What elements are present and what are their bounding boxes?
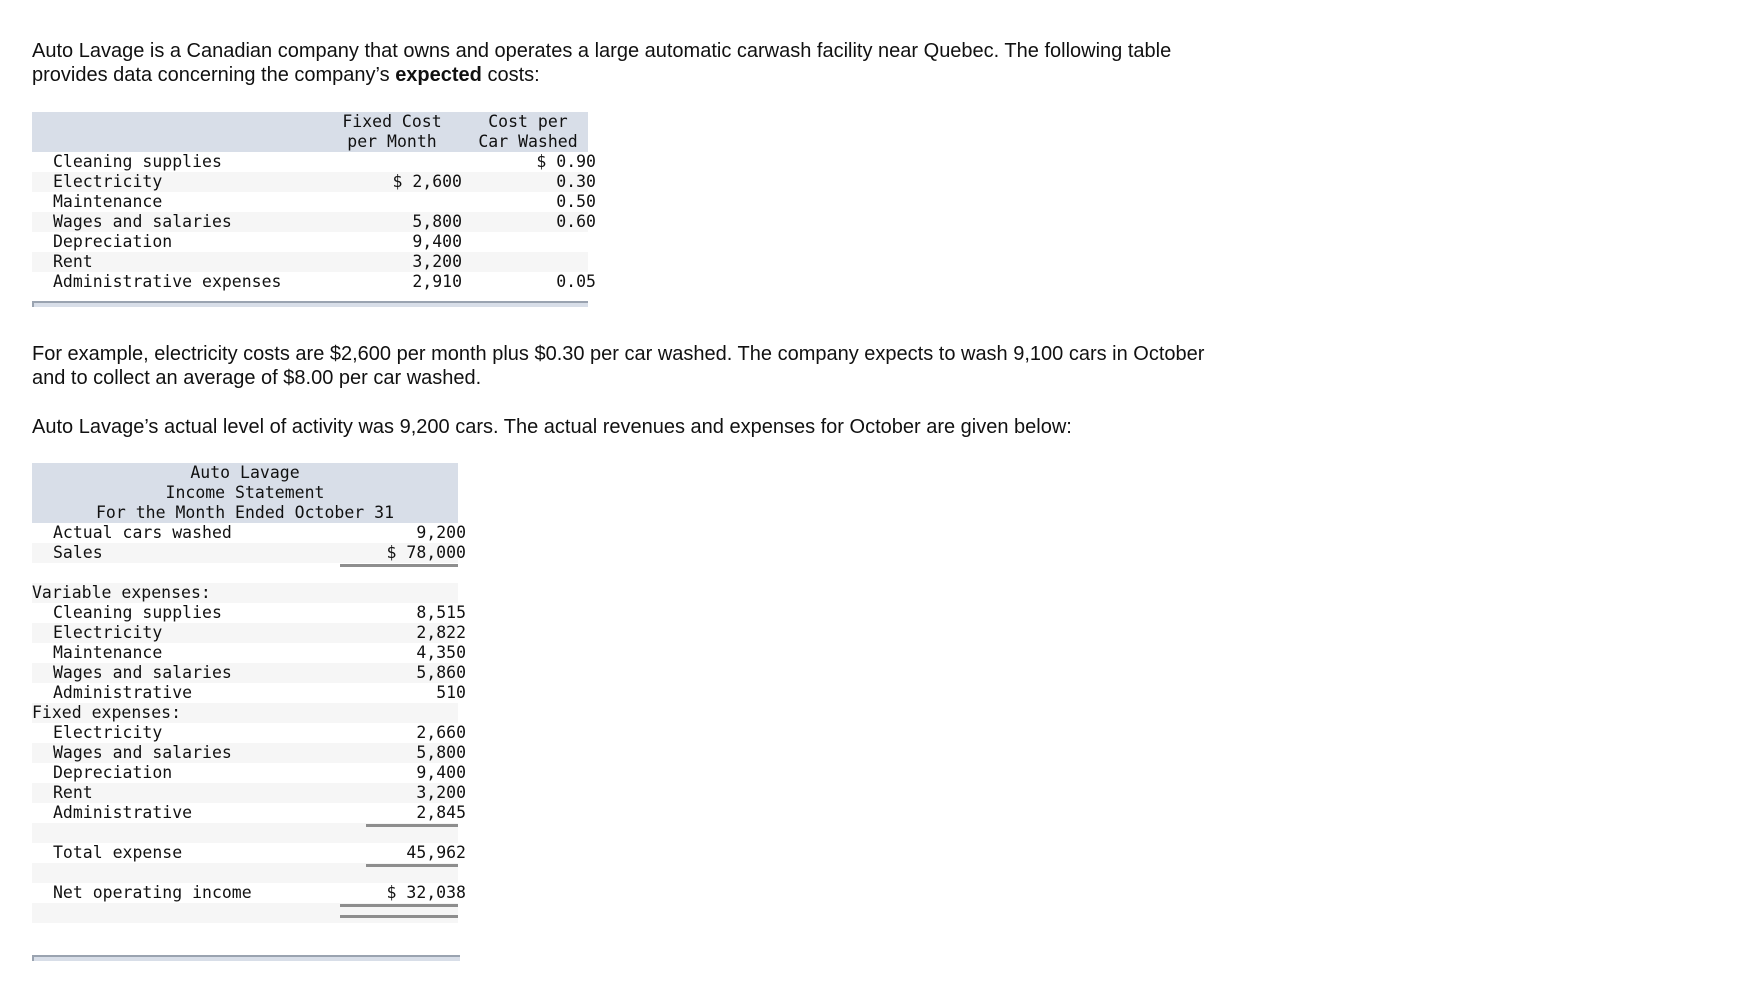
cost-row-variable: $ 0.90 (536, 152, 596, 171)
fixed-expenses-heading (32, 703, 458, 723)
cost-row (32, 212, 596, 232)
fixed-expense-row (32, 743, 466, 763)
variable-expense-row (32, 683, 466, 703)
fixed-expense-row (32, 763, 466, 783)
sales-row (32, 543, 466, 563)
income-statement-table (32, 463, 466, 943)
total-underline (366, 864, 458, 867)
statement-row-label: Wages and salaries (53, 743, 232, 762)
cost-row-variable: 0.60 (556, 212, 596, 231)
statement-row-value: 5,860 (416, 663, 466, 682)
expenses-underline (366, 824, 458, 827)
statement-row-value: 45,962 (406, 843, 466, 862)
net-income-double-underline-top (340, 904, 458, 907)
actual-cars-row (32, 523, 466, 543)
statement-row-label: Net operating income (53, 883, 252, 902)
statement-row-value: 5,800 (416, 743, 466, 762)
cost-row (32, 232, 588, 252)
cost-row-label: Electricity (53, 172, 163, 191)
spacer-row (32, 823, 458, 843)
cost-row-fixed: 3,200 (412, 252, 462, 271)
statement-row-label: Wages and salaries (53, 663, 232, 682)
statement-row-label: Fixed expenses: (32, 703, 182, 722)
statement-row-label: Total expense (53, 843, 183, 862)
fixed-expense-row (32, 803, 466, 823)
cost-table-body (32, 152, 596, 292)
cost-row-variable: 0.05 (556, 272, 596, 291)
variable-expenses-heading (32, 583, 458, 603)
statement-row-label: Actual cars washed (53, 523, 232, 542)
statement-row-value: 510 (436, 683, 466, 702)
statement-row-label: Cleaning supplies (53, 603, 222, 622)
cost-row-label: Depreciation (53, 232, 173, 251)
spacer-row (32, 863, 458, 883)
actual-activity-note: Auto Lavage’s actual level of activity was 9,200 cars. The actual revenues and expenses for October are given below: (32, 416, 1072, 438)
spacer-row (32, 923, 458, 943)
cost-table-footer-bar (32, 301, 588, 307)
header-fixed-cost: Fixed Cost per Month (342, 112, 442, 151)
statement-row-value: 9,400 (416, 763, 466, 782)
income-statement-footer-bar (32, 955, 460, 961)
statement-row-label: Administrative (53, 683, 193, 702)
example-paragraph (32, 342, 1204, 390)
statement-period: For the Month Ended October 31 (95, 503, 394, 522)
statement-row-label: Electricity (53, 623, 163, 642)
statement-row-label: Variable expenses: (32, 583, 211, 602)
statement-title: Income Statement (165, 483, 325, 502)
cost-row-label: Cleaning supplies (53, 152, 222, 171)
statement-row-value: 3,200 (416, 783, 466, 802)
cost-row (32, 192, 596, 212)
spacer-row (32, 563, 458, 583)
cost-row-label: Rent (53, 252, 93, 271)
statement-row-label: Maintenance (53, 643, 163, 662)
header-cost-per-car: Cost per Car Washed (478, 112, 578, 151)
cost-row-variable: 0.30 (556, 172, 596, 191)
total-expense-row (32, 843, 466, 863)
income-statement-body (32, 523, 466, 943)
statement-row-label: Rent (53, 783, 93, 802)
intro-expected-bold: expected (395, 64, 482, 86)
net-income-double-underline-bottom (340, 915, 458, 918)
sales-underline (340, 564, 458, 567)
example-line-1: For example, electricity costs are $2,600 per month plus $0.30 per car washed. The company expects to wash 9,100 cars in October (32, 343, 1205, 365)
fixed-expense-row (32, 723, 466, 743)
variable-expense-row (32, 623, 466, 643)
statement-row-label: Electricity (53, 723, 163, 742)
cost-row-fixed: $ 2,600 (392, 172, 462, 191)
variable-expense-row (32, 603, 466, 623)
example-line-2: and to collect an average of $8.00 per car washed. (32, 367, 482, 389)
statement-row-value: 4,350 (416, 643, 466, 662)
net-income-row (32, 883, 466, 903)
intro-line-2-end: costs: (481, 64, 540, 86)
income-statement-header (32, 463, 458, 523)
statement-company-name: Auto Lavage (190, 463, 300, 482)
variable-expense-row (32, 643, 466, 663)
statement-row-value: $ 78,000 (386, 543, 466, 562)
intro-line-2-start: provides data concerning the company’s (32, 64, 396, 86)
intro-paragraph (32, 39, 1171, 87)
statement-row-value: 2,660 (416, 723, 466, 742)
cost-row-fixed: 9,400 (412, 232, 462, 251)
cost-row-label: Wages and salaries (53, 212, 232, 231)
statement-row-value: 9,200 (416, 523, 466, 542)
statement-row-label: Depreciation (53, 763, 173, 782)
intro-line-1: Auto Lavage is a Canadian company that owns and operates a large automatic carwash facility near Quebec. The following table (32, 40, 1172, 62)
cost-row (32, 152, 596, 172)
spacer-row (32, 903, 458, 923)
variable-expense-row (32, 663, 466, 683)
expected-cost-table (32, 112, 596, 292)
statement-row-label: Sales (53, 543, 103, 562)
cost-row-fixed: 5,800 (412, 212, 462, 231)
cost-row-label: Administrative expenses (53, 272, 282, 291)
statement-row-value: $ 32,038 (386, 883, 466, 902)
cost-table-header (32, 112, 588, 152)
cost-row (32, 252, 588, 272)
cost-row-variable: 0.50 (556, 192, 596, 211)
statement-row-value: 8,515 (416, 603, 466, 622)
cost-row (32, 272, 596, 292)
statement-row-label: Administrative (53, 803, 193, 822)
cost-row-label: Maintenance (53, 192, 163, 211)
statement-row-value: 2,845 (416, 803, 466, 822)
cost-row-fixed: 2,910 (412, 272, 462, 291)
statement-row-value: 2,822 (416, 623, 466, 642)
cost-row (32, 172, 596, 192)
fixed-expense-row (32, 783, 466, 803)
